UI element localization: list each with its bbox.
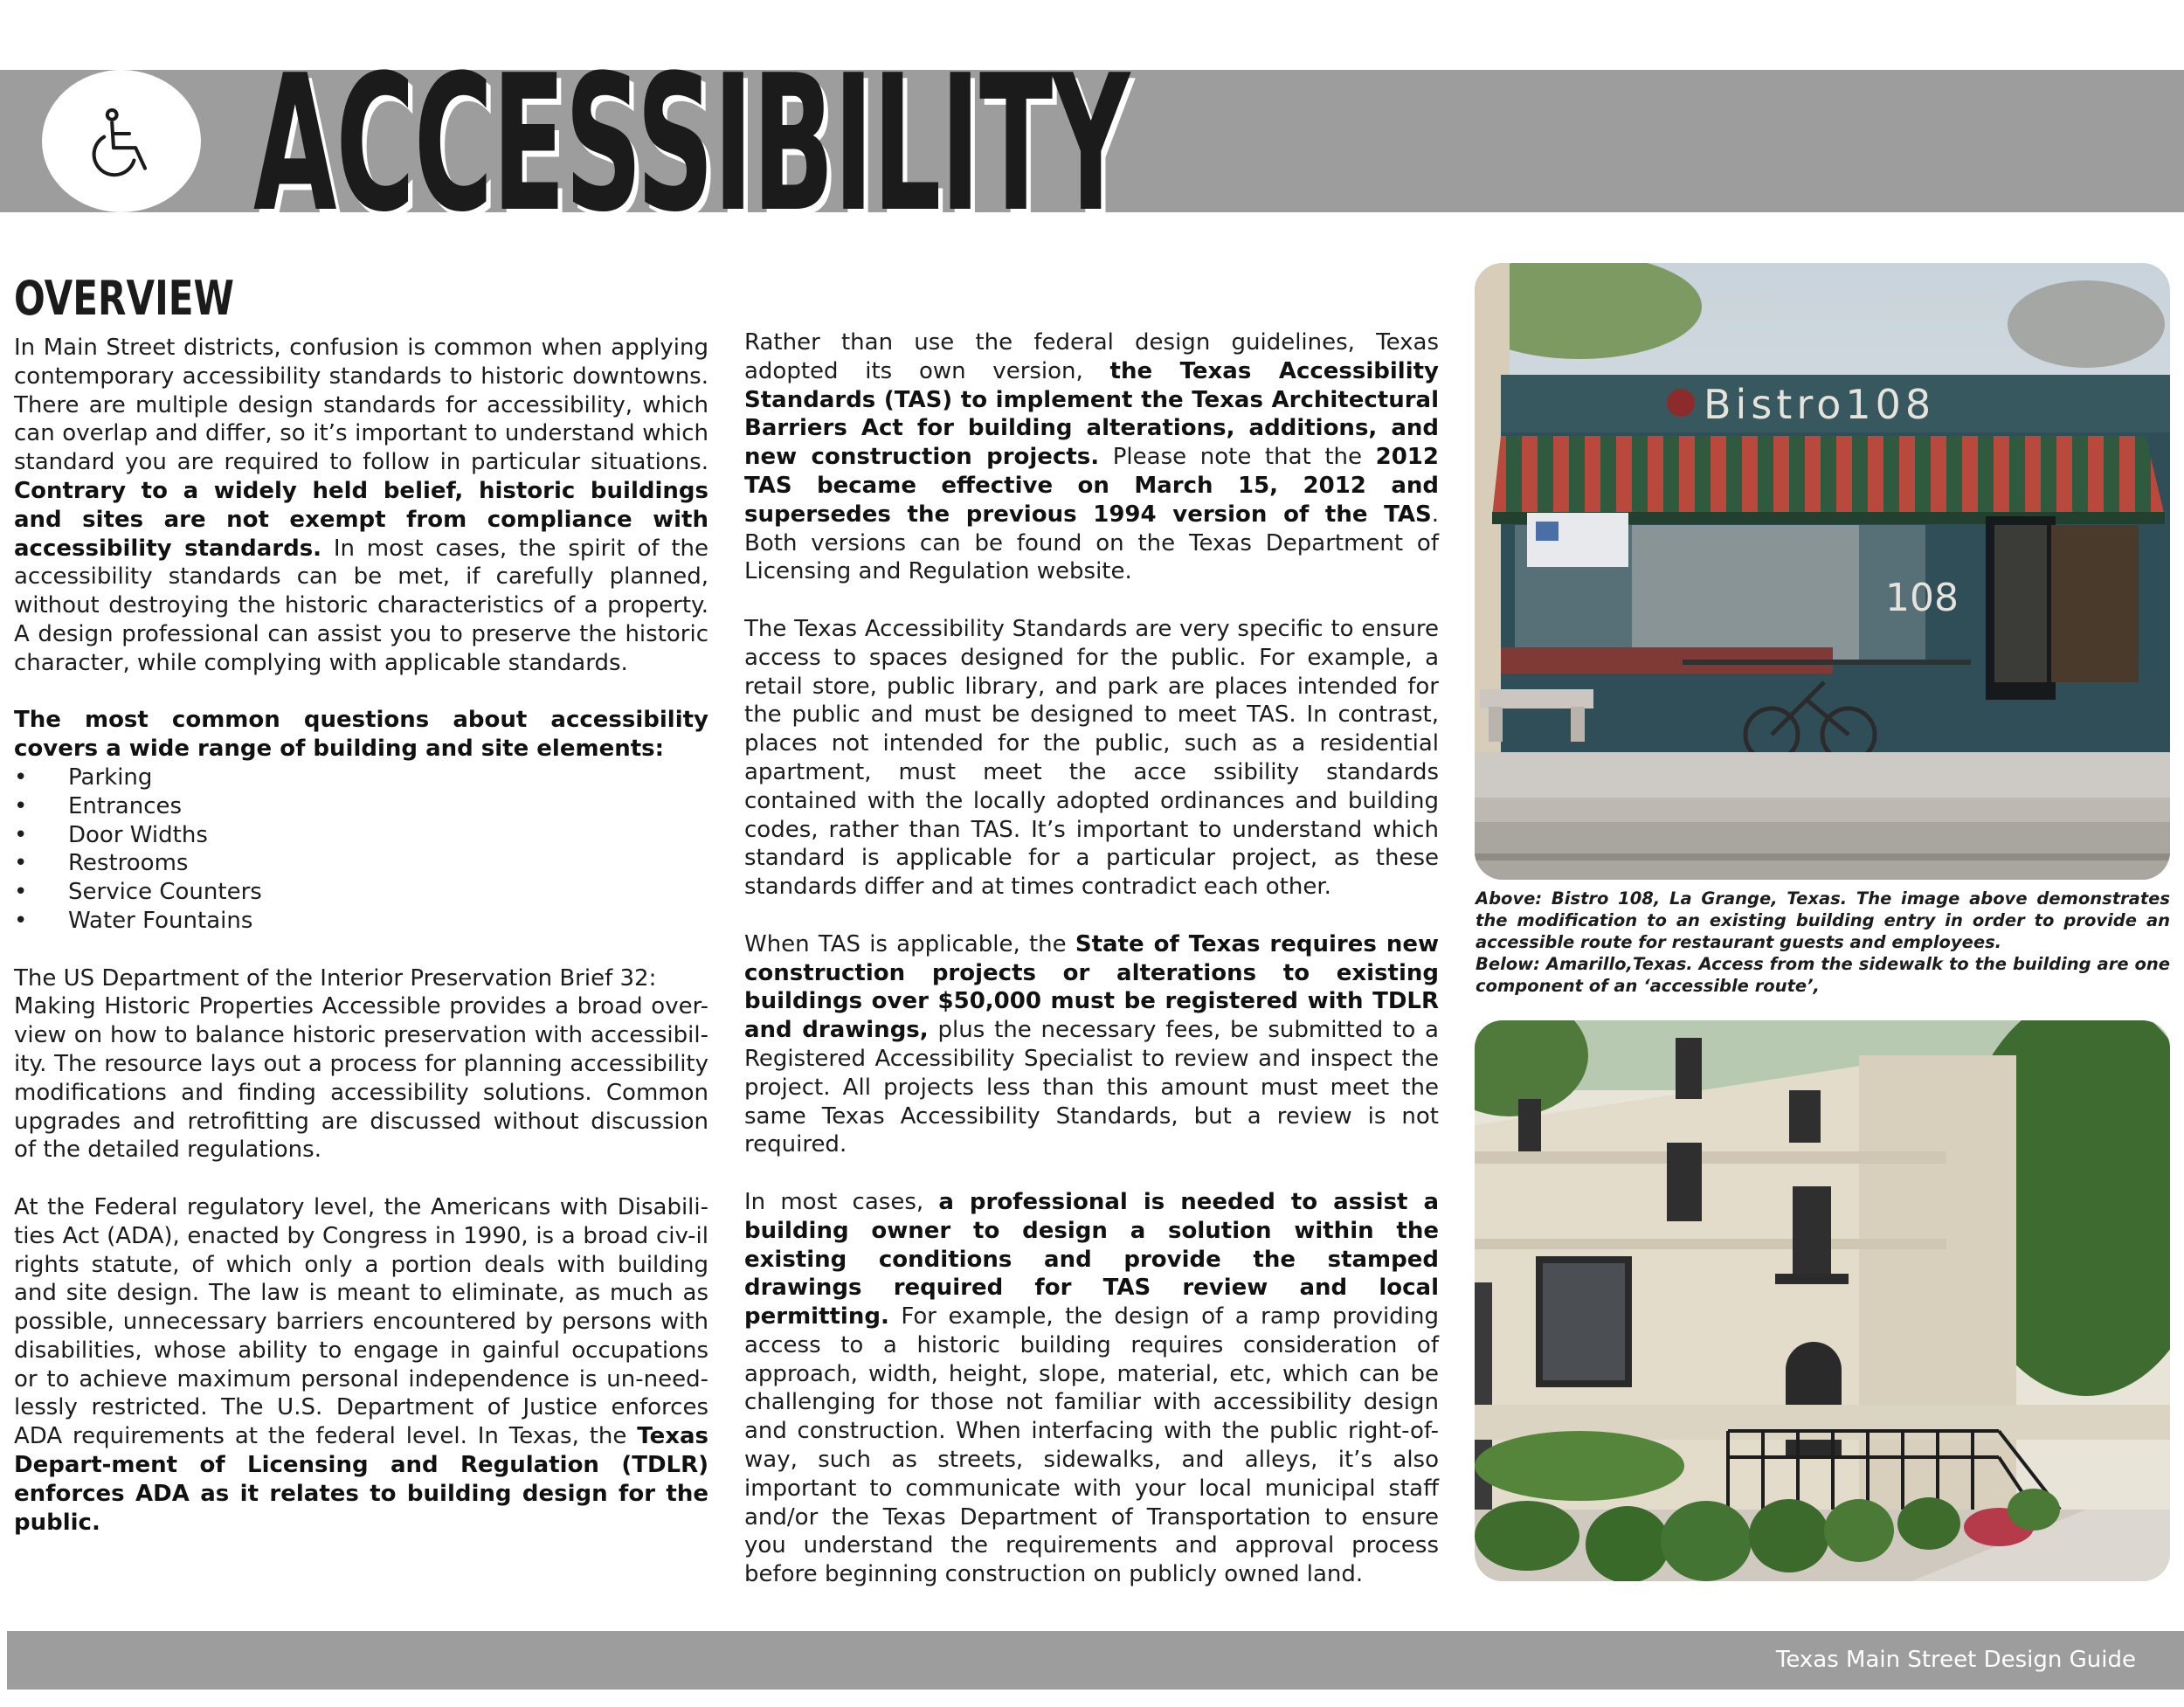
wheelchair-icon xyxy=(82,102,161,181)
middle-paragraph-3: When TAS is applicable, the State of Texas requires new construction projects or alterations to existing buildings over $50,000 must be registered with TDLR and drawings, plus the necessary fees, be submitted to a Registered Accessibility Specialist to review and inspect the project. All projects less than this amount must meet the same Texas Accessibility Standards, but a review is not required. xyxy=(744,930,1439,1158)
left-paragraph-3: The US Department of the Interior Preservation Brief 32: xyxy=(14,964,657,992)
left-paragraph-2: The most common questions about accessibility covers a wide range of building and site elements: xyxy=(14,707,708,763)
page-title: ACCESSIBILITY xyxy=(253,34,1130,253)
list-item: • Service Counters xyxy=(14,879,262,906)
list-item: • Entrances xyxy=(14,792,183,819)
accessibility-logo xyxy=(42,70,201,212)
amarillo-building-photo xyxy=(1475,1020,2170,1581)
bistro-108-photo xyxy=(1475,263,2170,880)
element-list xyxy=(14,764,708,936)
footer-title: Texas Main Street Design Guide xyxy=(1775,1647,2136,1673)
caption-below: Below: Amarillo,Texas. Access from the sidewalk to the building are one component of an ‘accessible route’, xyxy=(1476,954,2170,996)
photo-caption xyxy=(1476,888,2170,997)
left-paragraph-1: In Main Street districts, confusion is common when applying contemporary accessibility standards to historic downtowns. There are multiple design standards for accessibility, which can overlap and differ, so it’s important to understand which standard you are required to follow in particular situations. Contrary to a widely held belief, historic buildings and sites are not exempt from compliance with accessibility standards. In most cases, the spirit of the accessibility standards can be met, if carefully planned, without destroying the historic characteristics of a property. A design professional can assist you to preserve the historic character, while complying with applicable standards. xyxy=(14,335,708,676)
middle-paragraph-1: Rather than use the federal design guidelines, Texas adopted its own version, the Texas Accessibility Standards (TAS) to implement the Texas Architectural Barriers Act for building alterations, additions, and new construction projects. Please note that the 2012 TAS became effective on March 15, 2012 and supersedes the previous 1994 version of the TAS. Both versions can be found on the Texas Department of Licensing and Regulation website. xyxy=(744,329,1439,585)
left-column xyxy=(14,334,708,1537)
bistro-sign: Bistro108 xyxy=(1704,381,1936,428)
middle-paragraph-2: The Texas Accessibility Standards are very specific to ensure access to spaces designed for the public. For example, a retail store, public library, and park are places intended for the public and must be designed to meet TAS. In contrast, places not intended for the public, such as a residential apartment, must meet the acce ssibility standards contained with the locally adopted ordinances and building codes, rather than TAS. It’s important to understand which standard is applicable for a particular project, as these standards differ and at times contradict each other. xyxy=(744,615,1439,901)
section-heading: OVERVIEW xyxy=(14,271,234,326)
caption-above: Above: Bistro 108, La Grange, Texas. The image above demonstrates the modification to an existing building entry in order to provide an accessible route for restaurant guests and employees. xyxy=(1476,888,2170,952)
list-item: • Door Widths xyxy=(14,821,208,848)
footer-band xyxy=(7,1631,2184,1690)
list-item: • Restrooms xyxy=(14,850,189,877)
middle-column xyxy=(744,328,1439,1589)
list-item: • Parking xyxy=(14,764,153,791)
left-paragraph-3-body: Making Historic Properties Accessible provides a broad over-view on how to balance historic preservation with accessibil-ity. The resource lays out a process for planning accessibility modifications and finding accessibility solutions. Common upgrades and retrofitting are discussed without discussion of the detailed regulations. xyxy=(14,993,708,1164)
middle-paragraph-4: In most cases, a professional is needed to assist a building owner to design a solution within the existing conditions and provide the stamped drawings required for TAS review and local permitting. For example, the design of a ramp providing access to a historic building requires consideration of approach, width, height, slope, material, etc, which can be challenging for those not familiar with accessibility design and construction. When interfacing with the public right-of-way, such as streets, sidewalks, and alleys, it’s also important to communicate with your local municipal staff and/or the Texas Department of Transportation to ensure you understand the requirements and approval process before beginning construction on publicly owned land. xyxy=(744,1188,1439,1588)
left-paragraph-4: At the Federal regulatory level, the Americans with Disabili-ties Act (ADA), enacted by Congress in 1990, is a broad civ-il rights statute, of which only a portion deals with building and site design. The law is meant to eliminate, as much as possible, unnecessary barriers encountered by persons with disabilities, whose ability to engage in gainful occupations or to achieve maximum personal independence is un-need-lessly restricted. The U.S. Department of Justice enforces ADA requirements at the federal level. In Texas, the Texas Depart-ment of Licensing and Regulation (TDLR) enforces ADA as it relates to building design for the public. xyxy=(14,1193,708,1536)
address-number: 108 xyxy=(1885,576,1959,620)
list-item: • Water Fountains xyxy=(14,907,253,934)
